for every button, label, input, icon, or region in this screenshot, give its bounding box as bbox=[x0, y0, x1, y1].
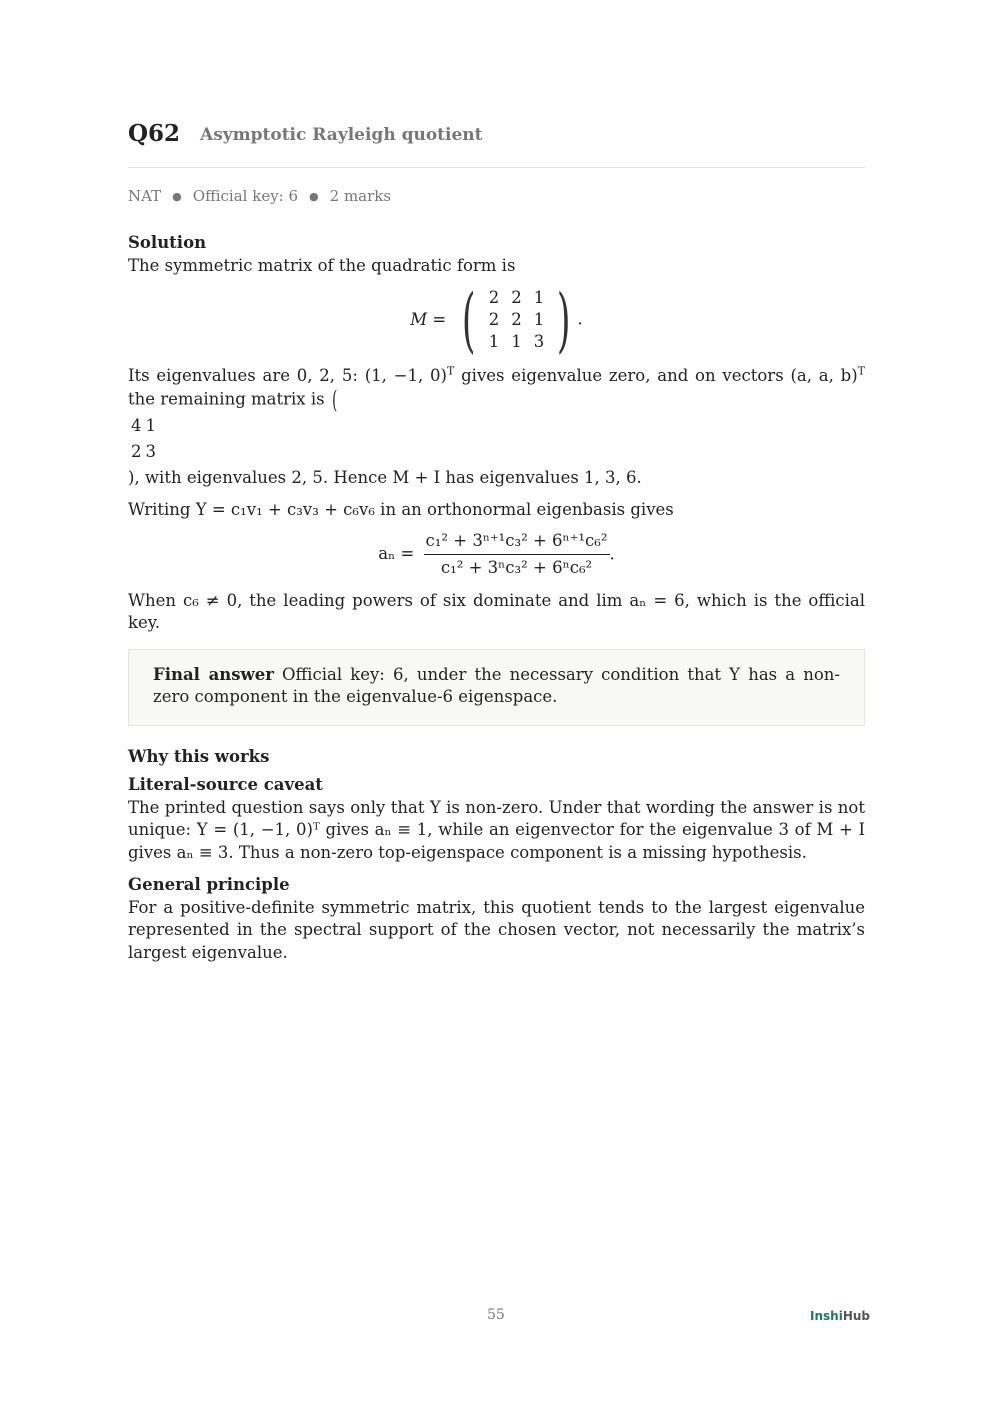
question-number: Q62 bbox=[128, 120, 181, 147]
final-answer-text: Official key: 6, under the necessary condition that Y has a non-zero component in the eigenvalue-6 eigenspace. bbox=[153, 664, 840, 706]
brand-logo: InshiHub bbox=[810, 1309, 870, 1323]
matrix-m: ( 2 2 1 2 2 1 1 1 3 ) bbox=[462, 279, 571, 361]
final-answer-label: Final answer bbox=[153, 664, 274, 684]
eigenvalue-paragraph: Its eigenvalues are 0, 2, 5: (1, −1, 0)$^T$ gives eigenvalue zero, and on vectors (a, a, b)$^T$ the remaining matrix is ( bbox=[128, 364, 865, 414]
matrix-equation: M = ( 2 2 1 2 2 1 1 1 3 ) . bbox=[410, 279, 583, 361]
question-meta bbox=[128, 187, 391, 205]
solution-intro: The symmetric matrix of the quadratic form is bbox=[128, 255, 516, 275]
solution-heading: Solution bbox=[128, 233, 207, 252]
content-body: Solution The symmetric matrix of the quadratic form is M = ( 2 2 1 2 2 1 1 1 3 ) . Its eigenvalues are 0, 2, 5: (1, −1, 0)$^T$ gives eigenvalue zero, and on vectors (a, a, b)$^T$ the remaining matrix is ( 4 1 2 3 ), with eigenvalues 2, 5. Hence M + I has eigenvalues 1, 3, 6. Writing Y = c₁v₁ + c₃v₃ + c₆v₆ in an orthonormal eigenbasis gives aₙ = $\frac{\text{c₁² + 3ⁿ⁺¹c₃² + 6ⁿ⁺¹c₆²}}{\text{c₁² + 3ⁿc₃² + 6ⁿc₆²}}$ . When c₆ ≠ 0, the leading powers of six dominate and lim aₙ = 6, which is the official key. Final answer Official key: 6, under the necessary condition that Y has a non-zero component in the eigenvalue-6 eigenspace. Why this works Literal-source caveat The printed question says only that Y is non-zero. Under that wording the answer is not unique: Y = (1, −1, 0)ᵀ gives aₙ ≡ 1, while an eigenvector for the eigenvalue 3 of M + I gives aₙ ≡ 3. Thus a non-zero top-eigenspace component is a missing hypothesis. General principle For a positive-definite symmetric matrix, this quotient tends to the largest eigenvalue represented in the spectral support of the chosen vector, not necessarily the matrix’s largest eigenvalue. bbox=[128, 232, 865, 964]
formula-denominator: c₁² + 3ⁿc₃² + 6ⁿc₆² bbox=[440, 558, 593, 577]
matrix-label: M = bbox=[410, 309, 447, 329]
bullet-icon: ● bbox=[309, 190, 319, 203]
limit-paragraph: When c₆ ≠ 0, the leading powers of six dominate and lim aₙ = 6, which is the official key. bbox=[128, 590, 865, 632]
bullet-icon: ● bbox=[172, 190, 182, 203]
caveat-text: The printed question says only that Y is non-zero. Under that wording the answer is not unique: Y = (1, −1, 0)ᵀ gives aₙ ≡ 1, while an eigenvector for the eigenvalue 3 of M + I gives aₙ ≡ 3. Thus a non-zero top-eigenspace component is a missing hypothesis. bbox=[128, 797, 865, 862]
page-number: 55 bbox=[487, 1307, 505, 1323]
formula-numerator: c₁² + 3ⁿ⁺¹c₃² + 6ⁿ⁺¹c₆² bbox=[424, 530, 610, 556]
marks: 2 marks bbox=[329, 187, 392, 205]
final-answer-box bbox=[128, 649, 865, 726]
question-title: Asymptotic Rayleigh quotient bbox=[200, 125, 483, 145]
principle-text: For a positive-definite symmetric matrix, this quotient tends to the largest eigenvalue represented in the spectral support of the chosen vector, not necessarily the matrix’s largest eigenvalue. bbox=[128, 897, 865, 962]
why-heading: Why this works bbox=[128, 746, 270, 766]
caveat-heading: Literal-source caveat bbox=[128, 775, 323, 794]
quotient-formula: aₙ = $\frac{\text{c₁² + 3ⁿ⁺¹c₃² + 6ⁿ⁺¹c₆²}}{\text{c₁² + 3ⁿc₃² + 6ⁿc₆²}}$ . bbox=[128, 530, 865, 580]
question-type: NAT bbox=[128, 187, 162, 205]
eigenbasis-paragraph: Writing Y = c₁v₁ + c₃v₃ + c₆v₆ in an orthonormal eigenbasis gives bbox=[128, 500, 674, 519]
principle-heading: General principle bbox=[128, 875, 290, 894]
official-key: Official key: 6 bbox=[192, 187, 299, 205]
question-header bbox=[128, 120, 865, 168]
small-matrix: ( bbox=[331, 385, 338, 414]
